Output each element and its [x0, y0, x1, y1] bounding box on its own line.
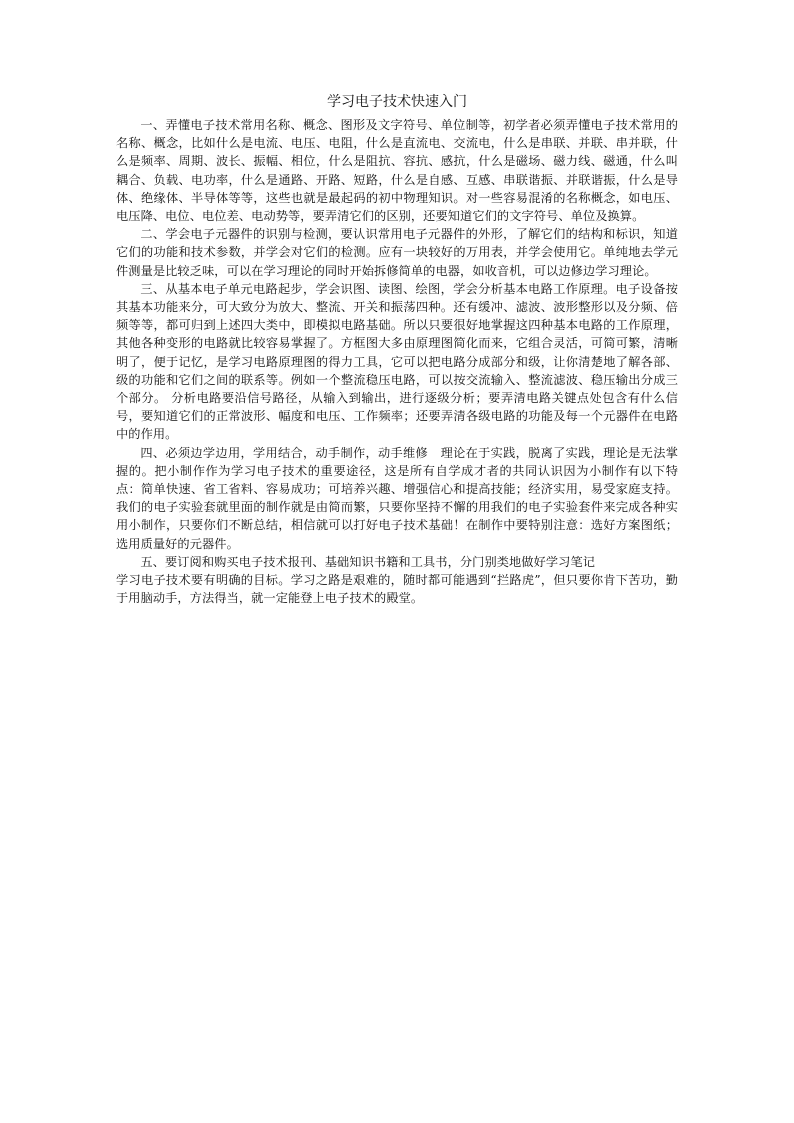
paragraph-2: 二、学会电子元器件的识别与检测，要认识常用电子元器件的外形，了解它们的结构和标识，知道它们的功能和技术参数，并学会对它们的检测。应有一块较好的万用表，并学会使用它。单纯地去学元件测量是比较乏味，可以在学习理论的同时开始拆修简单的电器，如收音机，可以边修边学习理论。 [116, 227, 678, 278]
paragraph-4: 四、必须边学边用，学用结合，动手制作，动手维修 理论在于实践，脱离了实践，理论是无法掌握的。把小制作作为学习电子技术的重要途径，这是所有自学成才者的共同认识因为小制作有以下特点：简单快速、省工省料、容易成功；可培养兴趣、增强信心和提高技能；经济实用，易受家庭支持。我们的电子实验套就里面的制作就是由简而繁，只要你坚持不懈的用我们的电子实验套件来完成各种实用小制作，只要你们不断总结，相信就可以打好电子技术基础！在制作中要特别注意：选好方案图纸；选用质量好的元器件。 [116, 445, 678, 551]
paragraph-5: 五、要订阅和购买电子技术报刊、基础知识书籍和工具书，分门别类地做好学习笔记 [140, 554, 596, 569]
paragraph-1: 一、弄懂电子技术常用名称、概念、图形及文字符号、单位制等，初学者必须弄懂电子技术常用的名称、概念，比如什么是电流、电压、电阻，什么是直流电、交流电，什么是串联、并联、串并联，什么是频率、周期、波长、振幅、相位，什么是阻抗、容抗、感抗，什么是磁场、磁力线、磁通，什么叫耦合、负载、电功率，什么是通路、开路、短路，什么是自感、互感、串联谐振、并联谐振，什么是导体、绝缘体、半导体等等，这些也就是最起码的初中物理知识。对一些容易混淆的名称概念，如电压、电压降、电位、电位差、电动势等，要弄清它们的区别，还要知道它们的文字符号、单位及换算。 [116, 118, 678, 224]
document-title: 学习电子技术快速入门 [327, 94, 467, 110]
closing-paragraph: 学习电子技术要有明确的目标。学习之路是艰难的，随时都可能遇到“拦路虎”，但只要你肯下苦功，勤于用脑动手，方法得当，就一定能登上电子技术的殿堂。 [116, 573, 678, 606]
paragraph-3: 三、从基本电子单元电路起步，学会识图、读图、绘图，学会分析基本电路工作原理。电子设备按其基本功能来分，可大致分为放大、整流、开关和振荡四种。还有缓冲、滤波、波形整形以及分频、倍频等等，都可归到上述四大类中，即模拟电路基础。所以只要很好地掌握这四种基本电路的工作原理，其他各种变形的电路就比较容易掌握了。方框图大多由原理图简化而来，它组合灵活，可简可繁，清晰明了，便于记忆，是学习电路原理图的得力工具，它可以把电路分成部分和级，让你清楚地了解各部、级的功能和它们之间的联系等。例如一个整流稳压电路，可以按交流输入、整流滤波、稳压输出分成三个部分。 分析电路要沿信号路径，从输入到输出，进行逐级分析；要弄清电路关键点处包含有什么信号，要知道它们的正常波形、幅度和电压、工作频率；还要弄清各级电路的功能及每一个元器件在电路中的作用。 [116, 281, 678, 442]
document-page [116, 92, 678, 607]
